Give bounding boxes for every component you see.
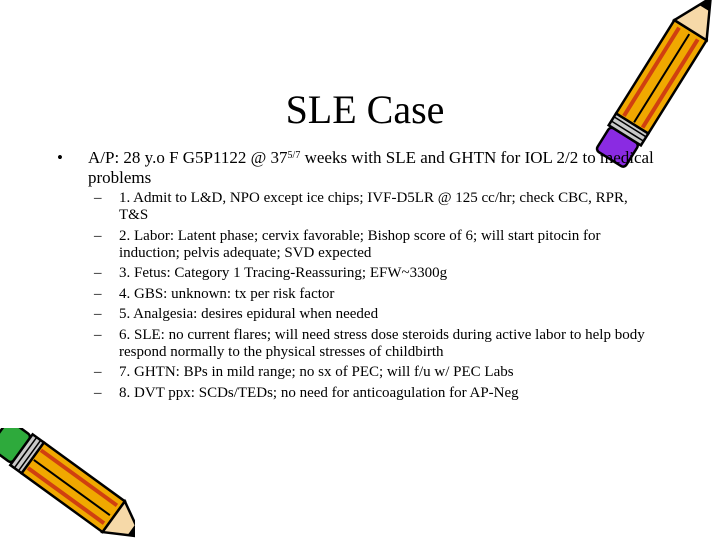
slide-title: SLE Case — [285, 87, 445, 132]
list-item — [94, 265, 654, 282]
dash-marker: – — [94, 384, 102, 401]
main-bullet-text-start: A/P: 28 y.o F G5P1122 @ 37 — [88, 148, 288, 167]
list-item-text: 6. SLE: no current flares; will need stress dose steroids during active labor to help body respond normally to the physical stresses of childbirth — [119, 326, 645, 360]
main-bullet-text — [88, 148, 667, 188]
list-item — [94, 286, 654, 303]
dash-marker: – — [94, 190, 102, 206]
list-item-text: 7. GHTN: BPs in mild range; no sx of PEC; will f/u w/ PEC Labs — [119, 364, 514, 380]
plan-list — [94, 190, 654, 405]
list-item — [94, 385, 654, 402]
dash-marker: – — [94, 364, 102, 380]
list-item-text: 5. Analgesia: desires epidural when needed — [119, 306, 379, 322]
dash-marker: – — [94, 265, 102, 281]
main-bullet — [57, 148, 667, 188]
list-item-text: 1. Admit to L&D, NPO except ice chips; IVF-D5LR @ 125 cc/hr; check CBC, RPR, T&S — [119, 190, 628, 223]
dash-marker: – — [94, 306, 102, 322]
dash-marker: – — [94, 285, 102, 302]
list-item-text: 4. GBS: unknown: tx per risk factor — [119, 285, 335, 302]
bullet-marker: • — [57, 148, 63, 167]
main-bullet-text-end: weeks with SLE and GHTN for IOL 2/2 to medical problems — [88, 148, 654, 187]
pencil-icon — [0, 428, 135, 540]
list-item-text: 2. Labor: Latent phase; cervix favorable; Bishop score of 6; will start pitocin for induction; pelvis adequate; SVD expected — [119, 227, 601, 261]
gestational-age-superscript: 5/7 — [287, 150, 301, 161]
list-item — [94, 306, 654, 323]
list-item — [94, 190, 654, 224]
dash-marker: – — [94, 326, 102, 343]
list-item — [94, 327, 654, 361]
list-item-text: 3. Fetus: Category 1 Tracing-Reassuring; EFW~3300g — [119, 265, 448, 281]
dash-marker: – — [94, 227, 102, 244]
list-item — [94, 228, 654, 262]
list-item — [94, 364, 654, 381]
list-item-text: 8. DVT ppx: SCDs/TEDs; no need for anticoagulation for AP-Neg — [119, 384, 519, 401]
